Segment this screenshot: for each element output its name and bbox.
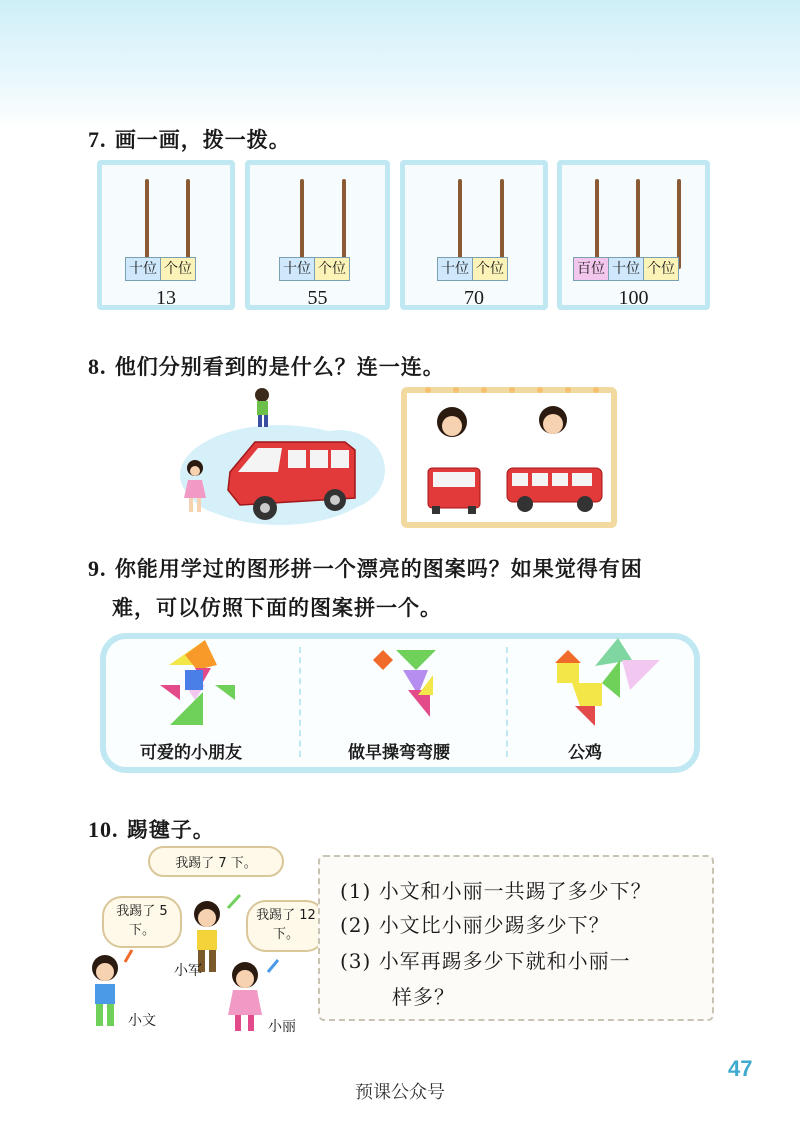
q10-number: 10. (88, 817, 119, 842)
abacus-rod (186, 179, 190, 269)
abacus-rod (300, 179, 304, 269)
q10-subquestion-1: (1) 小文和小丽一共踢了多少下？ (340, 879, 652, 903)
tens-label: 十位 (126, 258, 160, 280)
q7-text: 画一画，拨一拨。 (114, 127, 291, 152)
tangram-rooster (550, 638, 665, 728)
abacus-rod (458, 179, 462, 269)
tens-label: 十位 (609, 258, 643, 280)
abacus-rod (636, 179, 640, 269)
q8-illustration (170, 380, 620, 530)
q9-text-line2: 难，可以仿照下面的图案拼一个。 (112, 595, 442, 620)
q8-title (88, 351, 445, 381)
ones-label: 个位 (643, 258, 678, 280)
page-number: 47 (728, 1056, 753, 1081)
tangram-exercise (368, 645, 443, 720)
ones-label: 个位 (314, 258, 349, 280)
abacus-number: 55 (307, 287, 328, 309)
abacus-70 (400, 160, 548, 310)
q9-title (88, 553, 708, 583)
q10-subquestion-3: (3) 小军再踢多少下就和小丽一 (340, 949, 631, 973)
q10-subquestion-2: (2) 小文比小丽少踢多少下？ (340, 913, 610, 937)
q10-text: 踢毽子。 (126, 817, 215, 842)
q10-question-box (318, 855, 714, 1021)
boy-figure (255, 388, 269, 427)
abacus-rod (500, 179, 504, 269)
tens-label: 十位 (280, 258, 314, 280)
tangram-child (155, 640, 240, 730)
abacus-55 (245, 160, 390, 310)
speech-bubble-xiaoli: 我踢了 12 下。 (246, 900, 326, 952)
speech-bubble-xiaojun: 我踢了 7 下。 (148, 846, 284, 877)
name-xiaojun: 小军 (174, 963, 202, 979)
xiaowen-figure (92, 950, 132, 1026)
q8-number: 8. (88, 354, 107, 379)
abacus-rod (145, 179, 149, 269)
tangram-caption-exercise: 做早操弯弯腰 (348, 743, 450, 763)
place-value-labels (437, 257, 508, 281)
place-value-labels (125, 257, 196, 281)
place-value-labels (573, 257, 679, 281)
place-value-labels (279, 257, 350, 281)
q10-title (88, 814, 215, 844)
ones-label: 个位 (472, 258, 507, 280)
tens-label: 十位 (438, 258, 472, 280)
abacus-100 (557, 160, 710, 310)
name-xiaoli: 小丽 (268, 1019, 296, 1035)
abacus-number: 70 (464, 287, 484, 309)
footer-text: 预课公众号 (355, 1082, 445, 1103)
header-band (0, 0, 800, 130)
abacus-number: 13 (156, 287, 176, 309)
q7-title (88, 124, 291, 154)
abacus-rod (595, 179, 599, 269)
q7-number: 7. (88, 127, 107, 152)
q10-subquestion-3-cont: 样多？ (392, 985, 455, 1009)
q9-text-line1: 你能用学过的图形拼一个漂亮的图案吗？如果觉得有困 (114, 556, 643, 581)
abacus-rod (677, 179, 681, 269)
q9-number: 9. (88, 556, 107, 581)
abacus-rod (342, 179, 346, 269)
ones-label: 个位 (160, 258, 195, 280)
name-xiaowen: 小文 (128, 1013, 156, 1029)
q8-text: 他们分别看到的是什么？连一连。 (114, 354, 445, 379)
hundreds-label: 百位 (574, 258, 609, 280)
abacus-13 (97, 160, 235, 310)
speech-bubble-xiaowen: 我踢了 5 下。 (102, 896, 182, 948)
tangram-caption-rooster: 公鸡 (568, 743, 602, 763)
answer-paper (404, 387, 614, 525)
abacus-number: 100 (618, 287, 649, 309)
tangram-caption-child: 可爱的小朋友 (140, 743, 242, 763)
